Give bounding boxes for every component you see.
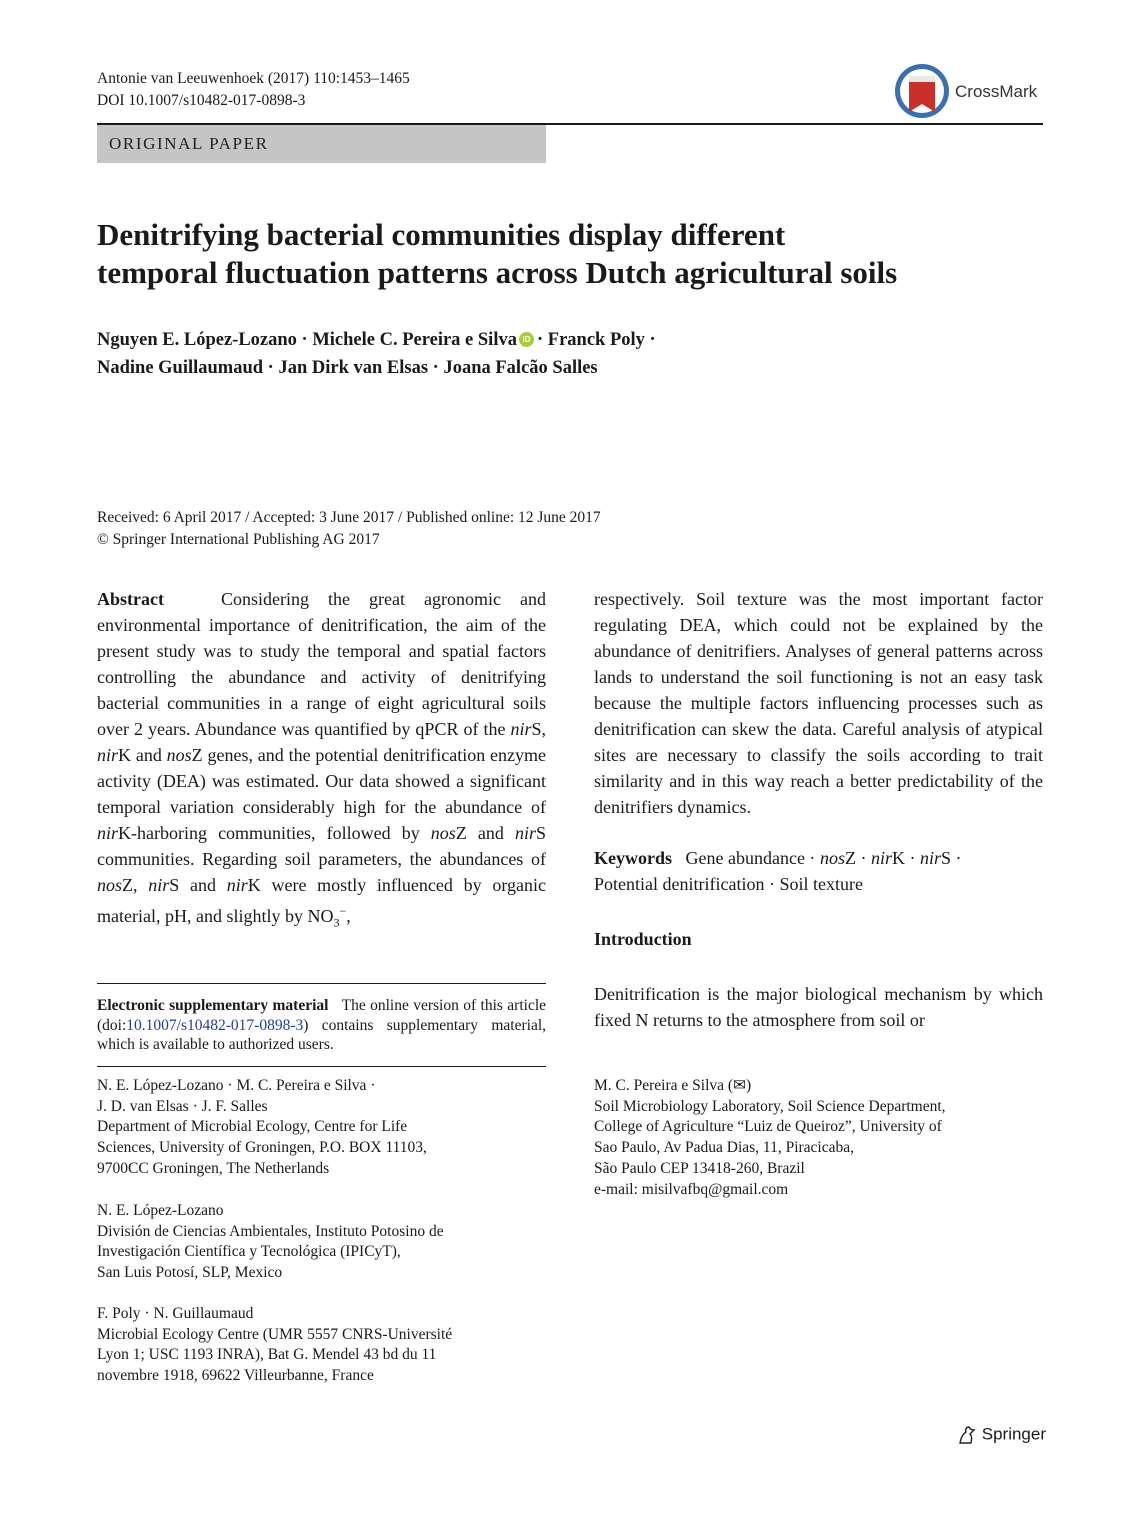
email-line[interactable]: e-mail: misilvafbq@gmail.com — [594, 1180, 789, 1198]
gene-name: nos — [166, 745, 192, 765]
doi-line: DOI 10.1007/s10482-017-0898-3 — [97, 92, 306, 109]
corresponding-author — [594, 1076, 946, 1200]
article-type-band — [97, 125, 546, 163]
received-accepted-published: Received: 6 April 2017 / Accepted: 3 June 2017 / Published online: 12 June 2017 — [97, 509, 601, 526]
authors-line-2: Nadine Guillaumaud · Jan Dirk van Elsas · Joana Falcão Salles — [97, 358, 598, 378]
authors-line-1a: Nguyen E. López-Lozano · Michele C. Pereira e Silva — [97, 330, 517, 350]
abstract-heading: Abstract — [97, 589, 164, 609]
copyright-line: © Springer International Publishing AG 2017 — [97, 530, 380, 548]
introduction-text: Denitrification is the major biological mechanism by which fixed N returns to the atmosphere from soil or — [594, 984, 1043, 1030]
orcid-icon[interactable]: iD — [519, 332, 534, 347]
nitrate-subscript: 3 — [333, 915, 340, 930]
affiliation-line: Soil Microbiology Laboratory, Soil Science Department, — [594, 1097, 946, 1115]
article-dates — [97, 507, 601, 550]
abstract-text: Z genes, and the potential denitrification enzyme activity (DEA) was estimated. Our data showed a significant temporal variation considerably high for the abundance of — [97, 745, 546, 817]
affiliation-line: Microbial Ecology Centre (UMR 5557 CNRS-Université — [97, 1325, 453, 1343]
affiliation-lyon — [97, 1304, 452, 1387]
gene-name: nir — [97, 745, 119, 765]
keywords-heading: Keywords — [594, 848, 672, 868]
affiliation-line: F. Poly · N. Guillaumaud — [97, 1305, 254, 1322]
keyword: Z · — [844, 848, 871, 868]
paper-title — [97, 216, 1057, 292]
supplementary-note — [97, 996, 546, 1055]
affiliation-line: novembre 1918, 69622 Villeurbanne, France — [97, 1367, 374, 1385]
affiliation-line: Sciences, University of Groningen, P.O. BOX 11103, — [97, 1139, 427, 1157]
gene-name: nir — [226, 875, 248, 895]
title-line-1: Denitrifying bacterial communities display different — [97, 217, 786, 252]
esm-text: ) contains supplementary material, which is available to authorized users. — [97, 1016, 546, 1053]
authors-line-1b: · Franck Poly · — [536, 330, 656, 350]
keyword: Potential denitrification · Soil texture — [594, 874, 863, 894]
gene-name: nir — [510, 719, 532, 739]
abstract — [97, 586, 546, 936]
affiliation-line: Sao Paulo, Av Padua Dias, 11, Piracicaba, — [594, 1139, 855, 1157]
nitrate-superscript: − — [339, 904, 347, 918]
springer-horse-icon — [957, 1425, 977, 1445]
author-list — [97, 326, 656, 382]
gene-name: nir — [97, 823, 119, 843]
affiliation-groningen — [97, 1076, 427, 1180]
abstract-text: , — [346, 906, 351, 926]
introduction-heading: Introduction — [594, 929, 692, 949]
crossmark-label: CrossMark — [955, 82, 1038, 101]
affiliation-line: 9700CC Groningen, The Netherlands — [97, 1159, 330, 1177]
gene-name: nos — [97, 875, 123, 895]
affiliation-line: N. E. López-Lozano · M. C. Pereira e Silva · — [97, 1077, 376, 1094]
keywords — [594, 845, 1043, 897]
affiliation-line: Lyon 1; USC 1193 INRA), Bat G. Mendel 43 bd du 11 — [97, 1346, 437, 1364]
abstract-text: K were mostly influenced by organic material, pH, and slightly by NO — [97, 875, 547, 926]
affiliation-line: San Luis Potosí, SLP, Mexico — [97, 1264, 283, 1282]
abstract-text: K and — [118, 745, 167, 765]
keyword: K · — [891, 848, 920, 868]
affiliation-line: São Paulo CEP 13418-260, Brazil — [594, 1159, 805, 1177]
keyword-gene: nos — [819, 848, 845, 868]
keyword-gene: nir — [919, 848, 941, 868]
affiliation-line: N. E. López-Lozano — [97, 1202, 224, 1219]
abstract-text: Considering the great agronomic and environmental importance of denitrification, the aim of the present study was to study the temporal and spatial factors controlling the abundance and activity of denitrifying bacterial communities in a range of eight agricultural soils over 2 years. Abundance was quantified by qPCR of the — [97, 589, 546, 739]
crossmark-icon — [893, 62, 951, 120]
abstract-text: S communities. Regarding soil parameters, the abundances of — [97, 823, 546, 869]
esm-text: The online version of this article (doi: — [97, 997, 547, 1034]
gene-name: nos — [430, 823, 456, 843]
keyword: S · — [940, 848, 962, 868]
esm-heading: Electronic supplementary material — [97, 997, 329, 1014]
abstract-text: Z and — [455, 823, 515, 843]
abstract-text: K-harboring communities, followed by — [118, 823, 431, 843]
abstract-text: S, — [531, 719, 546, 739]
abstract-text: S and — [169, 875, 227, 895]
gene-name: nir — [148, 875, 170, 895]
title-line-2: temporal fluctuation patterns across Dutch agricultural soils — [97, 255, 898, 290]
affiliation-line: College of Agriculture “Luiz de Queiroz”, University of — [594, 1118, 942, 1136]
crossmark-logo[interactable] — [893, 62, 1043, 120]
affiliation-rule — [97, 1066, 546, 1067]
gene-name: nir — [514, 823, 536, 843]
publisher-name: Springer — [981, 1424, 1046, 1444]
journal-citation — [97, 68, 410, 112]
affiliation-line: J. D. van Elsas · J. F. Salles — [97, 1097, 268, 1115]
journal-line: Antonie van Leeuwenhoek (2017) 110:1453–1465 — [97, 70, 410, 87]
doi-link[interactable]: 10.1007/s10482-017-0898-3 — [126, 1016, 304, 1034]
footnote-rule — [97, 983, 546, 984]
keyword-gene: nir — [870, 848, 892, 868]
affiliation-line: Department of Microbial Ecology, Centre for Life — [97, 1118, 408, 1136]
affiliation-ipicyt — [97, 1201, 444, 1284]
article-type: ORIGINAL PAPER — [109, 134, 269, 153]
abstract-continued: respectively. Soil texture was the most important factor regulating DEA, which could not be explained by the abundance of denitrifiers. Analyses of general patterns across lands to understand the soil functioning is not an easy task because the multiple factors influencing processes such as denitrification can skew the data. Careful analysis of atypical sites are necessary to classify the soils according to trait similarity and in this way reach a better predictability of the denitrifiers dynamics. — [594, 589, 1043, 817]
affiliation-line: Investigación Científica y Tecnológica (IPICyT), — [97, 1243, 401, 1261]
keyword: Gene abundance · — [685, 848, 820, 868]
springer-logo — [957, 1424, 1046, 1445]
abstract-text: Z, — [122, 875, 149, 895]
affiliation-line: División de Ciencias Ambientales, Instituto Potosino de — [97, 1222, 444, 1240]
affiliation-line: M. C. Pereira e Silva (✉) — [594, 1077, 752, 1094]
